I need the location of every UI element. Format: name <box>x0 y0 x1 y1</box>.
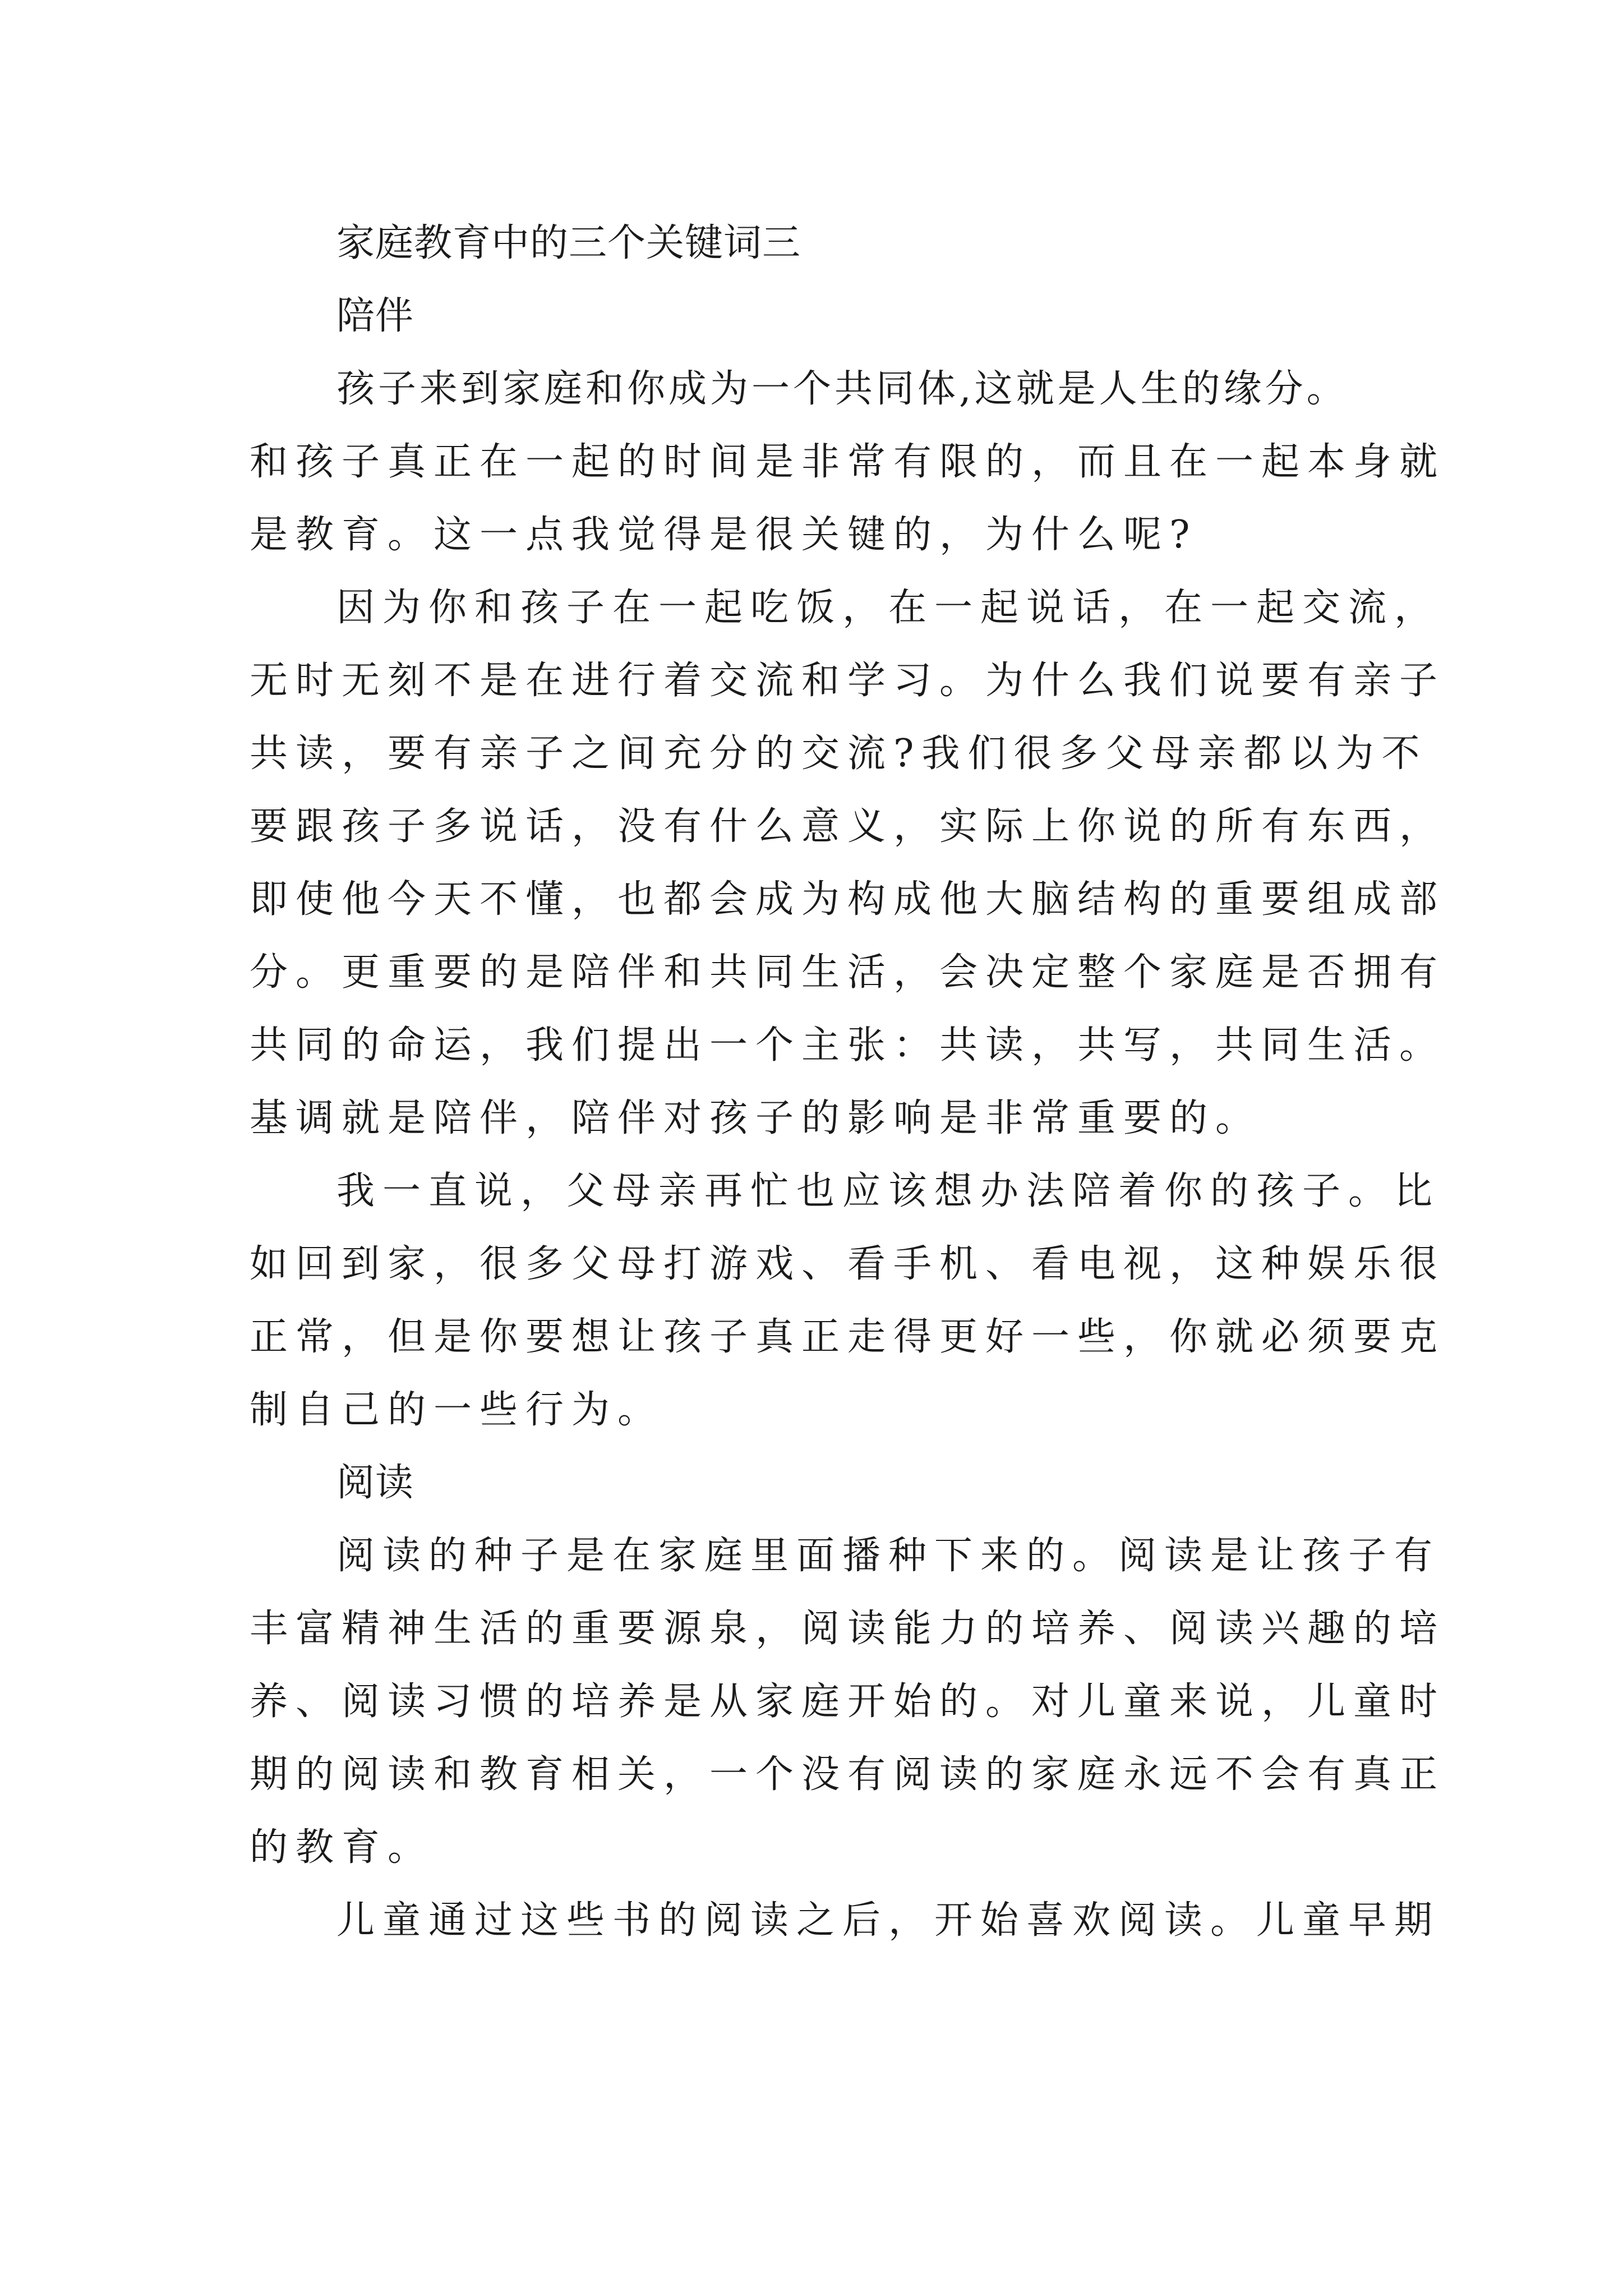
text-line: 我一直说，父母亲再忙也应该想办法陪着你的孩子。比 <box>336 1169 1441 1213</box>
text-line: 儿童通过这些书的阅读之后，开始喜欢阅读。儿童早期 <box>336 1898 1441 1943</box>
text-line: 制自己的一些行为。 <box>250 1388 664 1432</box>
text-line: 因为你和孩子在一起吃饭，在一起说话，在一起交流， <box>336 586 1441 630</box>
section-heading-companionship: 陪伴 <box>336 294 414 338</box>
text-line: 无时无刻不是在进行着交流和学习。为什么我们说要有亲子 <box>250 659 1446 703</box>
text-line: 分。更重要的是陪伴和共同生活，会决定整个家庭是否拥有 <box>250 950 1446 995</box>
text-line: 正常，但是你要想让孩子真正走得更好一些，你就必须要克 <box>250 1315 1446 1359</box>
text-line: 期的阅读和教育相关，一个没有阅读的家庭永远不会有真正 <box>250 1752 1446 1797</box>
text-line: 如回到家，很多父母打游戏、看手机、看电视，这种娱乐很 <box>250 1242 1446 1286</box>
text-line: 基调就是陪伴，陪伴对孩子的影响是非常重要的。 <box>250 1096 1262 1140</box>
text-line: 即使他今天不懂，也都会成为构成他大脑结构的重要组成部 <box>250 877 1446 922</box>
text-line: 和孩子真正在一起的时间是非常有限的，而且在一起本身就 <box>250 440 1446 484</box>
text-line: 养、阅读习惯的培养是从家庭开始的。对儿童来说，儿童时 <box>250 1680 1446 1724</box>
text-line: 要跟孩子多说话，没有什么意义，实际上你说的所有东西， <box>250 804 1446 849</box>
text-line: 共同的命运，我们提出一个主张：共读，共写，共同生活。 <box>250 1023 1446 1068</box>
text-line: 的教育。 <box>250 1825 434 1870</box>
text-line: 共读，要有亲子之间充分的交流?我们很多父母亲都以为不 <box>250 731 1428 776</box>
text-line: 是教育。这一点我觉得是很关键的，为什么呢? <box>250 513 1198 557</box>
text-line: 阅读的种子是在家庭里面播种下来的。阅读是让孩子有 <box>336 1534 1441 1578</box>
text-line: 孩子来到家庭和你成为一个共同体,这就是人生的缘分。 <box>336 367 1348 411</box>
text-line: 丰富精神生活的重要源泉，阅读能力的培养、阅读兴趣的培 <box>250 1607 1446 1651</box>
section-heading-reading: 阅读 <box>336 1461 414 1505</box>
document-title: 家庭教育中的三个关键词三 <box>336 221 801 265</box>
